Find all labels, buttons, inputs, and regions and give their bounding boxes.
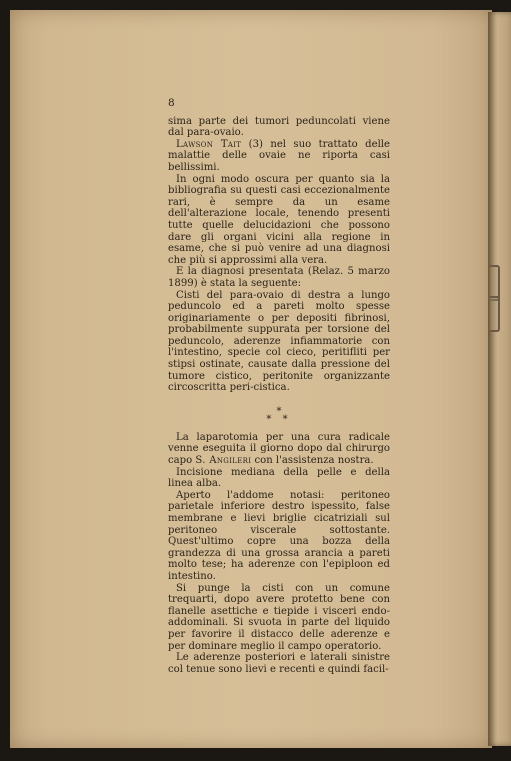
- paragraph-text: Cisti del para-ovaio di destra a lungo peduncolo ed a pareti molto spesse originariamente o per depositi fibrinosi, probabilmente suppurata per torsione del peduncolo, aderenze infiammatorie con l'intestino, specie col cieco, peritifliti per stipsi ostinate, causate dalla pressione del tumore cistico, peritonite organizzante circoscritta peri-cistica.: [168, 289, 390, 394]
- asterism-bottom: * *: [266, 413, 292, 425]
- paragraph: [168, 467, 390, 490]
- paragraph: [168, 583, 390, 653]
- paragraph-text: Aperto l'addome notasi: peritoneo parietale inferiore destro ispessito, false membrane e lievi briglie cicatriziali sul peritoneo viscerale sottostante. Quest'ultimo copre una bozza della grandezza di una grossa arancia a pareti molto tese; ha aderenze con l'epiploon ed intestino.: [168, 489, 390, 582]
- asterism-top: *: [276, 405, 282, 417]
- paragraph-text: Incisione mediana della pelle e della linea alba.: [168, 466, 390, 490]
- diagnosis-paragraph: [168, 290, 390, 394]
- paragraph-text: sima parte dei tumori peduncolati viene dal para-ovaio.: [168, 115, 390, 139]
- paragraph-text: con l'assistenza nostra.: [251, 455, 374, 467]
- paragraph: [168, 139, 390, 174]
- paragraph-text: Si punge la cisti con un comune trequarti, dopo avere protetto bene con flanelle asettiche e tiepide i visceri endo-addominali. Si svuota in parte del liquido per favorire il distacco delle aderenze e per dominare meglio il campo operatorio.: [168, 582, 390, 652]
- paragraph-text: In ogni modo oscura per quanto sia la bibliografia su questi casi eccezionalmente rari, è sempre da un esame dell'alterazione locale, tenendo presenti tutte quelle delucidazioni che possono dare gli organi vicini alla regione in esame, che si può venire ad una diagnosi che più si approssimi alla vera.: [168, 173, 390, 266]
- paragraph: [168, 432, 390, 467]
- section-asterism: [168, 405, 390, 425]
- paragraph-text: La laparotomia per una cura radicale venne eseguita il giorno dopo dal chirurgo capo: [168, 431, 390, 467]
- paragraph: [168, 652, 390, 675]
- paragraph-text: E la diagnosi presentata (Relaz. 5 marzo 1899) è stata la seguente:: [168, 266, 390, 289]
- paragraph-text: Le aderenze posteriori e laterali sinistre col tenue sono lievi e recenti e quindi facil-: [168, 652, 390, 675]
- author-name: Lawson Tait: [176, 138, 242, 150]
- staple-bottom: [490, 296, 500, 332]
- paragraph-text: (3) nel suo trattato delle malattie delle ovaie ne riporta casi bellissimi.: [168, 138, 391, 173]
- page-text: [168, 98, 390, 675]
- page-number: 8: [168, 97, 175, 109]
- surgeon-name: S. Angileri: [195, 455, 252, 467]
- paragraph: [168, 116, 390, 139]
- paragraph: [168, 490, 390, 583]
- paragraph: [168, 266, 390, 289]
- next-page-edge: [488, 12, 511, 746]
- paragraph: [168, 174, 390, 267]
